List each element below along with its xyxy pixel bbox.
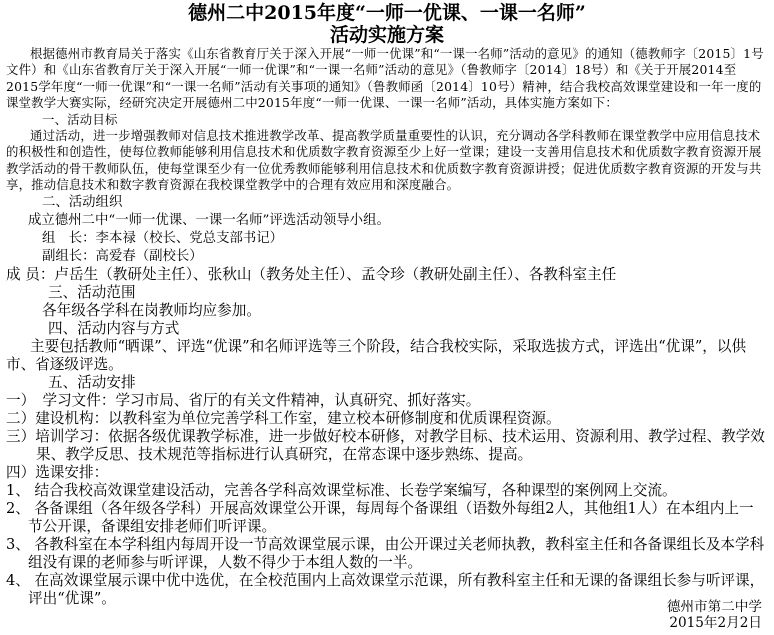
signature-date: 2015年2月2日: [669, 615, 762, 631]
signature-organization: 德州市第二中学: [666, 599, 762, 615]
section-5-sub-item: 4、 在高效课堂展示课中优中选优，在全校范围内上高效课堂示范课，所有教科室主任和无课的备课组长参与听评课，评出“优课”。: [6, 571, 765, 607]
document-title: 德州二中2015年度“一师一优课、一课一名师”: [188, 2, 586, 24]
document-subtitle: 活动实施方案: [329, 24, 444, 46]
section-5-item: 一） 学习文件：学习市局、省厅的有关文件精神，认真研究、抓好落实。: [6, 391, 481, 409]
intro-paragraph: 根据德州市教育局关于落实《山东省教育厅关于深入开展“一师一优课”和“一课一名师”活动的意见》的通知（德教师字〔2015〕1号文件）和《山东省教育厅关于深入开展“一师一优课”和“一课一名师”活动的意见》（鲁教师字〔2014〕18号）和《关于开展2014至2015学年度“一师一优课”和“一课一名师”活动有关事项的通知》（鲁教师函〔2014〕10号）精神，结合我校高效课堂建设和一年一度的课堂教学大赛实际，经研究决定开展德州二中2015年度“一师一优课、一课一名师”活动，具体实施方案如下：: [6, 46, 764, 111]
section-5-item: 三）培训学习：依据各级优课教学标准，进一步做好校本研修，对教学目标、技术运用、资源利用、教学过程、教学效果、教学反思、技术规范等指标进行认真研究，在常态课中逐步熟练、提高。: [6, 427, 765, 463]
section-5-sub-item: 1、 结合我校高效课堂建设活动，完善各学科高效课堂标准、长卷学案编写，各种课型的案例网上交流。: [6, 481, 677, 499]
section-5-sub-heading: 四）选课安排：: [6, 463, 109, 481]
section-2-intro: 成立德州二中“一师一优课、一课一名师”评选活动领导小组。: [28, 212, 390, 228]
section-5-item: 二）建设机构：以教科室为单位完善学科工作室，建立校本研修制度和优质课程资源。: [6, 409, 561, 427]
section-5-heading: 五、活动安排: [48, 373, 136, 391]
section-5-sub-item: 3、 各教科室在本学科组内每周开设一节高效课堂展示课，由公开课过关老师执教，教科室主任和各备课组长及本学科组没有课的老师参与听评课，人数不得少于本组人数的一半。: [6, 535, 765, 571]
section-2-members: 成 员：卢岳生（教研处主任）、张秋山（教务处主任）、孟令珍（教研处副主任）、各教科室主任: [6, 265, 617, 283]
section-2-leader: 组 长：李本禄（校长、党总支部书记）: [42, 230, 284, 246]
section-1-heading: 一、活动目标: [42, 111, 118, 127]
section-2-heading: 二、活动组织: [42, 194, 123, 210]
section-4-heading: 四、活动内容与方式: [48, 319, 180, 337]
section-1-body: 通过活动，进一步增强教师对信息技术推进教学改革、提高教学质量重要性的认识，充分调动各学科教师在课堂教学中应用信息技术的积极性和创造性，使每位教师能够利用信息技术和优质数字教育资源至少上好一堂课；建设一支善用信息技术和优质数字教育资源开展教学活动的骨干教师队伍，使每堂课至少有一位优秀教师能够利用信息技术和优质数字教育资源讲授；促进优质数字教育资源的开发与共享，推动信息技术和数字教育资源在我校课堂教学中的合理有效应用和深度融合。: [6, 128, 762, 193]
section-3-body: 各年级各学科在岗教师均应参加。: [42, 301, 261, 319]
section-3-heading: 三、活动范围: [48, 283, 136, 301]
section-4-body: 主要包括教师“晒课”、评选“优课”和名师评选等三个阶段，结合我校实际，采取选拔方式，评选出“优课”，以供市、省逐级评选。: [6, 337, 747, 373]
section-5-sub-item: 2、 各备课组（各年级各学科）开展高效课堂公开课，每周每个备课组（语数外每组2人，其他组1人）在本组内上一节公开课，备课组安排老师们听评课。: [6, 499, 754, 535]
signature-block: [667, 599, 768, 631]
section-2-deputy: 副组长：高爱春（副校长）: [42, 248, 203, 264]
